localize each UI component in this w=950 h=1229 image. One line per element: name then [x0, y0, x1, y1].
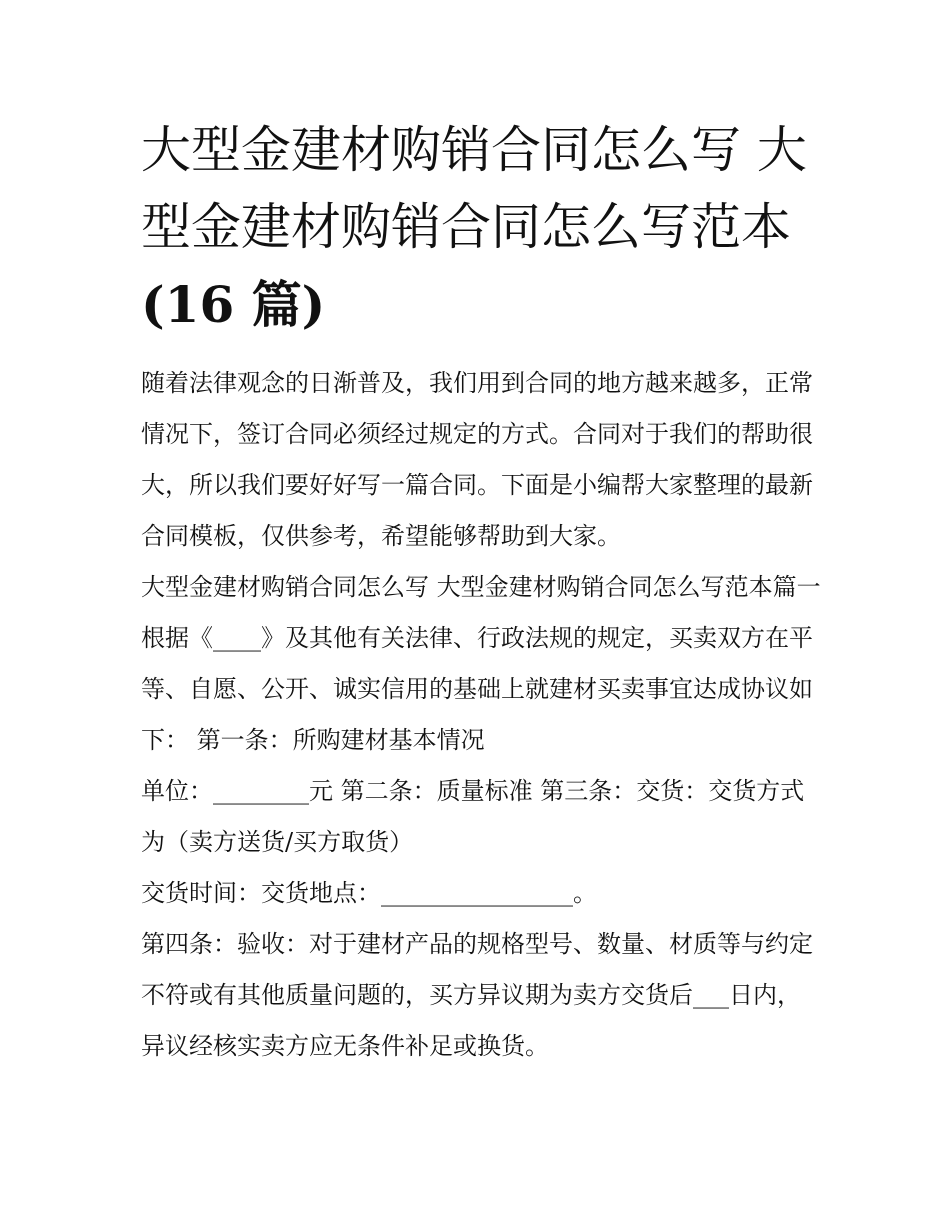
- clause-paragraph: 交货时间：交货地点：________________。: [141, 879, 597, 907]
- title-main: 大型金建材购销合同怎么写 大型金建材购销合同怎么写范本: [141, 121, 807, 256]
- clause-paragraph: 根据《____》及其他有关法律、行政法规的规定，买卖双方在平等、自愿、公开、诚实信用的基础上就建材买卖事宜达成协议如下： 第一条：所购建材基本情况: [141, 624, 813, 754]
- clause-paragraph: 第四条：验收：对于建材产品的规格型号、数量、材质等与约定不符或有其他质量问题的，买方异议期为卖方交货后___日内，异议经核实卖方应无条件补足或换货。: [141, 930, 813, 1060]
- intro-paragraph: 随着法律观念的日渐普及，我们用到合同的地方越来越多，正常情况下，签订合同必须经过规定的方式。合同对于我们的帮助很大，所以我们要好好写一篇合同。下面是小编帮大家整理的最新合同模板，仅供参考，希望能够帮助到大家。: [141, 369, 813, 550]
- section-heading: 大型金建材购销合同怎么写 大型金建材购销合同怎么写范本篇一: [141, 573, 821, 601]
- title-suffix: (16 篇): [141, 275, 326, 334]
- clause-paragraph: 单位：________元 第二条：质量标准 第三条：交货：交货方式为（卖方送货/买方取货）: [141, 777, 805, 856]
- document-title: [141, 112, 821, 344]
- document-page: [141, 112, 821, 1072]
